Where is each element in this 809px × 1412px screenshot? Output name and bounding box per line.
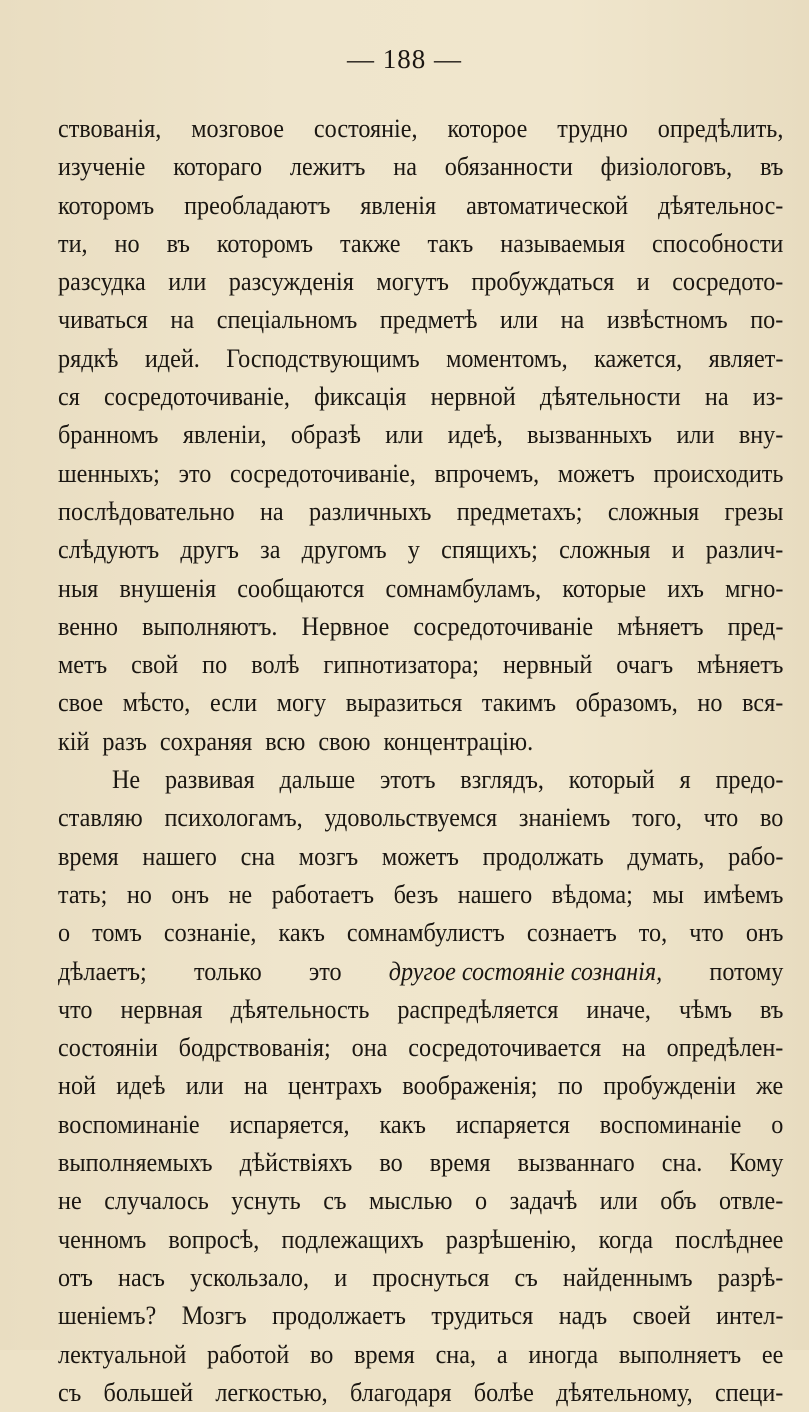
word: иногда	[528, 1339, 599, 1369]
word: что	[689, 918, 724, 948]
word: разрѣ-	[717, 1262, 784, 1292]
word: дѣятельность	[230, 994, 370, 1024]
word: вну-	[738, 420, 784, 450]
word: отвле-	[719, 1186, 784, 1216]
word: ти,	[58, 228, 88, 258]
text-line	[58, 1067, 783, 1105]
word: за	[260, 535, 281, 565]
word: происходить	[653, 458, 784, 488]
word: дальше	[279, 765, 356, 795]
word: ускользало,	[190, 1262, 310, 1292]
word: о	[58, 918, 71, 948]
word: по-	[750, 305, 784, 335]
word: рядкѣ	[58, 343, 119, 373]
word: физіологовъ,	[600, 152, 733, 182]
word: специ-	[715, 1377, 784, 1407]
word: ной	[58, 1071, 96, 1101]
text-line	[58, 1144, 783, 1182]
word: у	[407, 535, 420, 565]
word: изученіе	[58, 152, 146, 182]
word: нашего	[457, 879, 533, 909]
text-line	[58, 914, 783, 952]
word: съ	[514, 1262, 538, 1292]
word: ставляю	[58, 803, 143, 833]
word: кій	[58, 726, 90, 756]
word: сложныя	[559, 535, 651, 565]
word: трудиться	[431, 1301, 534, 1331]
word: или	[499, 305, 538, 335]
text-line	[58, 1336, 783, 1374]
word: вопросѣ,	[168, 1224, 260, 1254]
word: рабо-	[728, 841, 784, 871]
word: сознаетъ	[526, 918, 617, 948]
word: имѣемъ	[703, 879, 784, 909]
word: Не	[111, 765, 141, 795]
text-line	[58, 1374, 783, 1412]
word: по	[202, 650, 228, 680]
word: но	[114, 228, 140, 258]
word: что	[58, 994, 93, 1024]
word: и	[334, 1262, 348, 1292]
word: на	[622, 1033, 646, 1063]
word: испаряется,	[229, 1109, 350, 1139]
word: на	[259, 496, 284, 526]
word: лектуальной	[58, 1339, 187, 1369]
word: подлежащихъ	[281, 1224, 424, 1254]
word: вызваннаго	[517, 1148, 635, 1178]
word: дѣятельному,	[556, 1377, 693, 1407]
word: или	[168, 267, 207, 297]
word: только	[193, 956, 262, 986]
word: въ	[760, 994, 784, 1024]
word: работаетъ	[271, 879, 375, 909]
word: лежитъ	[289, 152, 366, 182]
word: психологамъ,	[164, 803, 303, 833]
word: способности	[651, 228, 784, 258]
word: какъ	[379, 1109, 426, 1139]
word: сна	[240, 841, 276, 871]
word: сна.	[661, 1148, 703, 1178]
word: концентрацію.	[383, 726, 534, 756]
word: распредѣляется	[397, 994, 559, 1024]
word: съ	[323, 1186, 347, 1216]
word: мѣняетъ	[697, 650, 784, 680]
word: обязанности	[444, 152, 573, 182]
word: Мозгъ	[181, 1301, 247, 1331]
word: задачѣ	[509, 1186, 578, 1216]
word: въ	[166, 228, 190, 258]
word: котораго	[173, 152, 263, 182]
word: вызванныхъ	[527, 420, 653, 450]
word: всю	[265, 726, 306, 756]
word: ихъ	[667, 573, 704, 603]
word: разъ	[102, 726, 147, 756]
word: съ	[58, 1377, 82, 1407]
word: спеціальномъ	[216, 305, 358, 335]
word: но	[697, 688, 723, 718]
word: когда	[598, 1224, 653, 1254]
word: выполняетъ	[618, 1339, 742, 1369]
word: автоматической	[466, 190, 629, 220]
word: предметахъ;	[456, 496, 583, 526]
text-line	[58, 187, 783, 225]
word: другъ	[180, 535, 239, 565]
word: пробуждаться	[471, 267, 615, 297]
word: думать,	[627, 841, 705, 871]
word: гипнотизатора;	[323, 650, 479, 680]
word: работой	[207, 1339, 290, 1369]
word: мѣсто,	[122, 688, 191, 718]
word: вся-	[742, 688, 784, 718]
word: могу	[276, 688, 327, 718]
word: идеѣ,	[447, 420, 503, 450]
word: мы	[652, 879, 684, 909]
word: о	[771, 1109, 784, 1139]
text-line	[58, 570, 783, 608]
text-line	[58, 301, 783, 339]
word: благодаря	[350, 1377, 452, 1407]
word: Господствующимъ	[226, 343, 420, 373]
word: дѣйствіяхъ	[239, 1148, 353, 1178]
word: свой	[131, 650, 179, 680]
word: объ	[660, 1186, 697, 1216]
word: другомъ	[301, 535, 387, 565]
word: того,	[632, 803, 682, 833]
word: фиксація	[314, 382, 407, 412]
word: онъ	[745, 918, 784, 948]
text-line	[58, 991, 783, 1029]
text-line	[58, 455, 783, 493]
word: можетъ	[381, 841, 459, 871]
word: разсужденія	[228, 267, 354, 297]
word: надъ	[558, 1301, 608, 1331]
word: различ-	[705, 535, 784, 565]
word: трудно	[557, 114, 628, 143]
word: ствованія,	[58, 114, 162, 143]
word: могутъ	[376, 267, 449, 297]
word: сложныя	[607, 496, 700, 526]
word: на	[560, 305, 585, 335]
word: мыслью	[368, 1186, 453, 1216]
word: это	[178, 458, 212, 488]
word: Кому	[729, 1148, 784, 1178]
word: состояніе,	[313, 114, 418, 143]
word: во	[759, 803, 784, 833]
word: случалось	[104, 1186, 209, 1216]
text-line	[58, 838, 783, 876]
word: сообщаются	[237, 573, 365, 603]
word: выполняютъ.	[142, 611, 278, 641]
word: такъ	[427, 228, 474, 258]
word: мозговое	[191, 114, 284, 143]
word: можетъ	[557, 458, 635, 488]
text-line	[58, 378, 783, 416]
word: по	[557, 1071, 583, 1101]
word: состояніи	[58, 1033, 158, 1063]
word: венно	[58, 611, 118, 641]
word: называемыя	[500, 228, 625, 258]
word: сна,	[435, 1339, 477, 1369]
word: преобладаютъ	[184, 190, 331, 220]
word: она	[351, 1033, 388, 1063]
word: или	[676, 420, 715, 450]
word: тать;	[58, 879, 108, 909]
text-line	[58, 340, 783, 378]
word: болѣе	[473, 1377, 534, 1407]
word: свою	[318, 726, 371, 756]
text-line	[58, 608, 783, 646]
word: интел-	[716, 1301, 784, 1331]
word: какъ	[278, 918, 325, 948]
word: выполняемыхъ	[58, 1148, 213, 1178]
text-line	[58, 1259, 783, 1297]
word: являет-	[708, 343, 784, 373]
word: различныхъ	[308, 496, 432, 526]
word: и	[636, 267, 650, 297]
word: дѣятельности	[539, 382, 681, 412]
word: нервной	[430, 382, 516, 412]
word: образомъ,	[575, 688, 678, 718]
word: сохраняя	[159, 726, 253, 756]
word: очагъ	[616, 650, 674, 680]
word: не	[228, 879, 253, 909]
text-line	[58, 148, 783, 186]
word: Нервное	[301, 611, 390, 641]
text-line	[58, 1182, 783, 1220]
word: идей.	[144, 343, 200, 373]
word: насъ	[118, 1262, 165, 1292]
word: разрѣшенію,	[445, 1224, 577, 1254]
word: вѣдома;	[551, 879, 633, 909]
word: на	[393, 152, 417, 182]
word: такимъ	[481, 688, 556, 718]
word: продолжать	[482, 841, 604, 871]
word: предметѣ	[379, 305, 478, 335]
text-line	[58, 1029, 783, 1067]
word: уснуть	[231, 1186, 301, 1216]
word: бранномъ	[58, 420, 159, 450]
word: послѣдовательно	[58, 496, 235, 526]
word: мозгъ	[298, 841, 359, 871]
text-line	[58, 416, 783, 454]
word: спящихъ;	[441, 535, 538, 565]
word: кажется,	[594, 343, 683, 373]
word: въ	[760, 152, 784, 182]
word: шеніемъ?	[58, 1301, 157, 1331]
word: чиваться	[58, 305, 148, 335]
word: дѣятельнос-	[657, 190, 784, 220]
word: но	[126, 879, 152, 909]
word: ее	[761, 1339, 784, 1369]
word: моментомъ,	[446, 343, 568, 373]
word: сознаніе,	[163, 918, 257, 948]
text-line	[58, 1106, 783, 1144]
word: время	[429, 1148, 491, 1178]
word: сосредото-	[672, 267, 784, 297]
word: на	[170, 305, 195, 335]
word: удовольствуемся	[324, 803, 498, 833]
word: мгно-	[725, 573, 784, 603]
word: которое	[447, 114, 528, 143]
word: нервный	[502, 650, 593, 680]
word: о	[474, 1186, 488, 1216]
word: знаніемъ	[518, 803, 611, 833]
word: продолжаетъ	[272, 1301, 406, 1331]
body-text	[58, 110, 784, 1412]
word: взглядъ,	[460, 765, 544, 795]
word: слѣдуютъ	[58, 535, 160, 565]
word: воспоминаніе	[599, 1109, 742, 1139]
text-line	[58, 761, 783, 799]
word: послѣднее	[675, 1224, 784, 1254]
word: время	[354, 1339, 415, 1369]
word: или	[599, 1186, 638, 1216]
word: то,	[638, 918, 668, 948]
word: нашего	[142, 841, 217, 871]
page-number: — 188 —	[347, 44, 462, 74]
word: на	[704, 382, 729, 412]
word: разсудка	[58, 267, 146, 297]
word: извѣстномъ	[606, 305, 728, 335]
text-line	[58, 953, 783, 991]
text-line	[58, 876, 783, 914]
word: время	[58, 841, 119, 871]
word: предо-	[715, 765, 784, 795]
word: которомъ	[216, 228, 314, 258]
text-line	[58, 684, 783, 722]
word: впрочемъ,	[434, 458, 540, 488]
word: сосредоточиваніе,	[104, 382, 290, 412]
word: ченномъ	[58, 1224, 147, 1254]
word: я	[679, 765, 691, 795]
word: этотъ	[379, 765, 436, 795]
word: найденнымъ	[562, 1262, 693, 1292]
word: идеѣ	[116, 1071, 166, 1101]
word: пробужденіи	[603, 1071, 736, 1101]
word: своей	[632, 1301, 691, 1331]
text-line	[58, 263, 783, 301]
word: также	[340, 228, 401, 258]
word: пред-	[727, 611, 784, 641]
word: сосредоточивается	[408, 1033, 602, 1063]
word: нервная	[120, 994, 203, 1024]
text-line	[58, 1297, 783, 1335]
word: безъ	[393, 879, 439, 909]
word: которомъ	[58, 190, 155, 220]
text-line	[58, 799, 783, 837]
text-line	[58, 646, 783, 684]
word: дѣлаетъ;	[58, 956, 147, 986]
word: волѣ	[251, 650, 300, 680]
word: сомнамбулистъ	[346, 918, 505, 948]
text-line	[58, 225, 783, 263]
word: грезы	[724, 496, 784, 526]
word: же	[756, 1071, 784, 1101]
word: или	[385, 420, 424, 450]
word: томъ	[92, 918, 142, 948]
word: мѣняетъ	[617, 611, 704, 641]
word: явленія	[360, 190, 437, 220]
word: сосредоточиваніе	[413, 611, 594, 641]
word: явленіи,	[182, 420, 267, 450]
word: сосредоточиваніе,	[229, 458, 416, 488]
word: образѣ	[290, 420, 361, 450]
word: развивая	[164, 765, 255, 795]
word: внушенія	[119, 573, 217, 603]
word: или	[185, 1071, 224, 1101]
word: во	[310, 1339, 334, 1369]
word: что	[703, 803, 739, 833]
text-line	[58, 531, 783, 569]
word: сомнамбуламъ,	[385, 573, 542, 603]
word: шенныхъ;	[58, 458, 160, 488]
word: свое	[58, 688, 104, 718]
word: легкостью,	[215, 1377, 328, 1407]
word: ныя	[58, 573, 99, 603]
italic-phrase: другое состояніе сознанія,	[388, 956, 663, 986]
word: во	[379, 1148, 403, 1178]
word: бодрствованія;	[178, 1033, 331, 1063]
word: чѣмъ	[678, 994, 733, 1024]
word: иначе,	[586, 994, 651, 1024]
word: проснуться	[372, 1262, 490, 1292]
word: потому	[709, 956, 784, 986]
word: если	[209, 688, 258, 718]
word: который	[568, 765, 655, 795]
word: онъ	[171, 879, 209, 909]
word: большей	[103, 1377, 194, 1407]
word: метъ	[58, 650, 108, 680]
word: не	[58, 1186, 82, 1216]
word: выразиться	[345, 688, 463, 718]
word: а	[496, 1339, 508, 1369]
word: на	[244, 1071, 268, 1101]
word: испаряется	[455, 1109, 570, 1139]
word: отъ	[58, 1262, 93, 1292]
text-line	[58, 1221, 783, 1259]
word: воспоминаніе	[58, 1109, 200, 1139]
word: ся	[58, 382, 80, 412]
word: опредѣлен-	[666, 1033, 784, 1063]
word: воображенія;	[402, 1071, 538, 1101]
text-line	[58, 493, 783, 531]
word: и	[671, 535, 685, 565]
text-line	[58, 723, 783, 761]
word: центрахъ	[288, 1071, 383, 1101]
word: из-	[752, 382, 784, 412]
word: которые	[562, 573, 647, 603]
word: это	[308, 956, 342, 986]
text-line	[58, 110, 783, 148]
word: опредѣлить,	[657, 114, 784, 143]
